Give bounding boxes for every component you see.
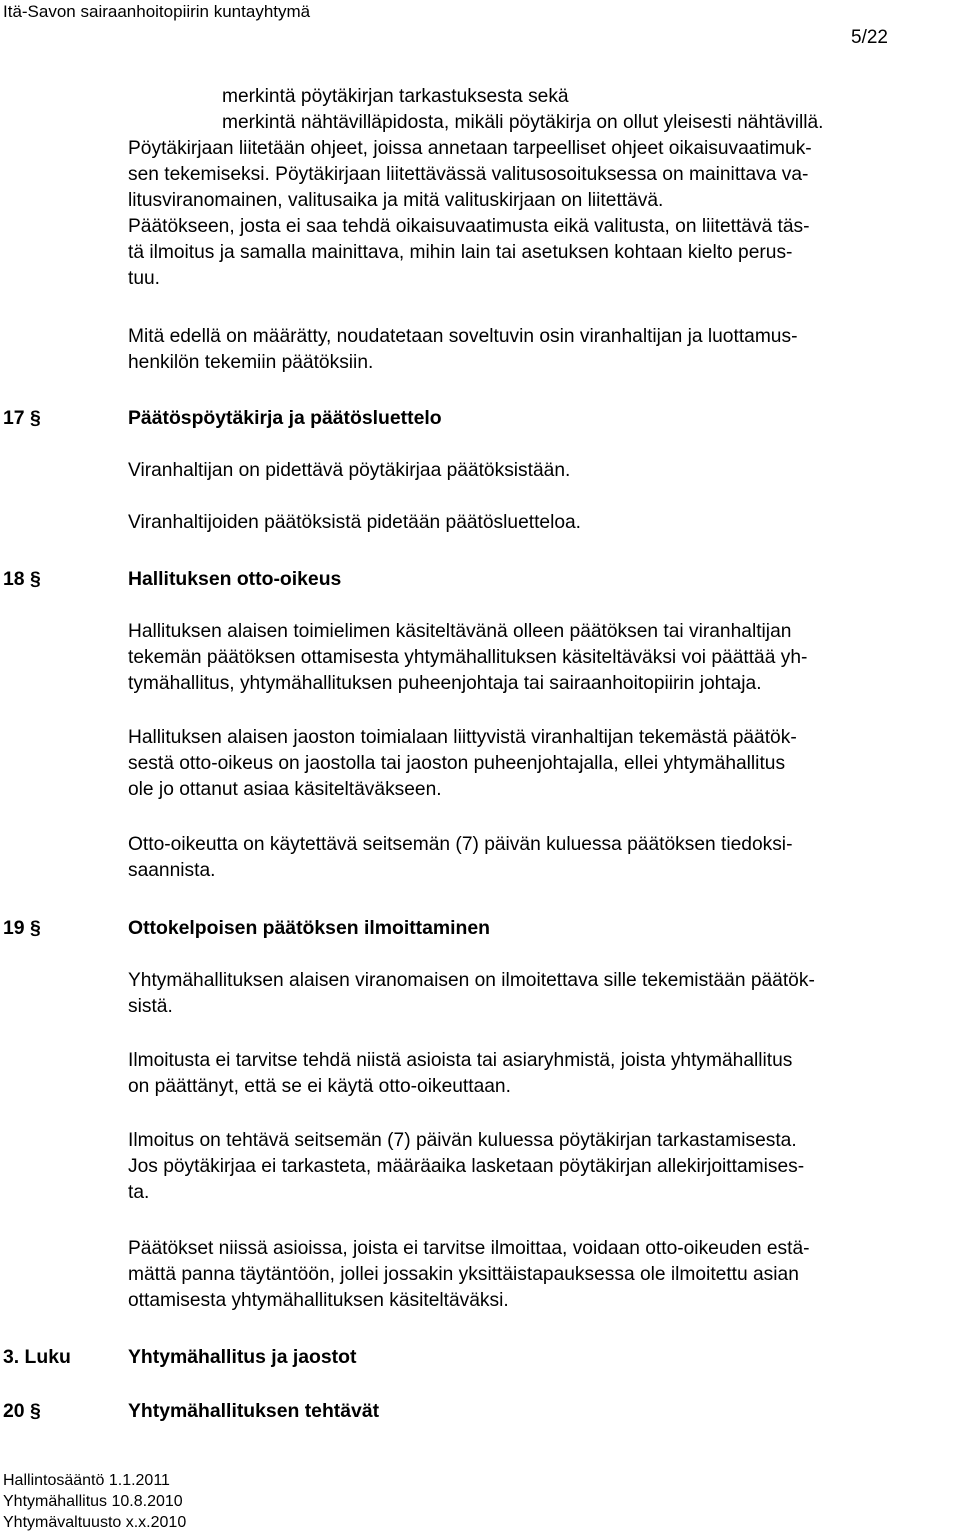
section-number: 18 § xyxy=(3,568,41,590)
section-18-paragraph-2 xyxy=(128,725,797,803)
text-line: Ilmoitus on tehtävä seitsemän (7) päivän kuluessa pöytäkirjan tarkastamisesta. xyxy=(128,1130,797,1151)
text-line: henkilön tekemiin päätöksiin. xyxy=(128,352,374,373)
section-title: Ottokelpoisen päätöksen ilmoittaminen xyxy=(128,917,491,939)
text-line: sistä. xyxy=(128,996,173,1017)
text-line: saannista. xyxy=(128,860,216,881)
text-line: Mitä edellä on määrätty, noudatetaan soveltuvin osin viranhaltijan ja luottamus- xyxy=(128,326,798,347)
section-19-paragraph-2 xyxy=(128,1048,792,1100)
paragraph-applicability xyxy=(128,324,797,376)
text-line: on päättänyt, että se ei käytä otto-oikeuttaan. xyxy=(128,1076,511,1097)
list-item: merkintä pöytäkirjan tarkastuksesta sekä xyxy=(222,86,569,107)
text-line: tuu. xyxy=(128,268,161,289)
text-line: Viranhaltijoiden päätöksistä pidetään päätösluetteloa. xyxy=(128,512,582,533)
text-line: ole jo ottanut asiaa käsiteltäväkseen. xyxy=(128,779,442,800)
document-footer xyxy=(3,1470,186,1533)
section-title: Päätöspöytäkirja ja päätösluettelo xyxy=(128,407,442,429)
section-number: 17 § xyxy=(3,407,41,429)
chapter-title: Yhtymähallitus ja jaostot xyxy=(128,1346,357,1368)
text-line: Jos pöytäkirjaa ei tarkasteta, määräaika lasketaan pöytäkirjan allekirjoittamises- xyxy=(128,1156,805,1177)
text-line: Päätökseen, josta ei saa tehdä oikaisuvaatimusta eikä valitusta, on liitettävä täs- xyxy=(128,216,810,237)
section-number: 19 § xyxy=(3,917,41,939)
footer-line: Yhtymähallitus 10.8.2010 xyxy=(3,1493,183,1510)
organization-name: Itä-Savon sairaanhoitopiirin kuntayhtymä xyxy=(3,2,311,21)
footer-line: Hallintosääntö 1.1.2011 xyxy=(3,1472,170,1489)
intro-list xyxy=(222,84,824,136)
text-line: Hallituksen alaisen jaoston toimialaan liittyvistä viranhaltijan tekemästä päätök- xyxy=(128,727,797,748)
text-line: ta. xyxy=(128,1182,150,1203)
text-line: mättä panna täytäntöön, jollei jossakin yksittäistapauksessa ole ilmoitettu asian xyxy=(128,1264,799,1285)
section-17-paragraph-2 xyxy=(128,510,581,536)
section-19-paragraph-4 xyxy=(128,1236,810,1314)
chapter-number: 3. Luku xyxy=(3,1346,71,1368)
section-18-paragraph-3 xyxy=(128,832,792,884)
page-number: 5/22 xyxy=(851,27,888,48)
section-number: 20 § xyxy=(3,1400,41,1422)
text-line: sen tekemiseksi. Pöytäkirjaan liitettävässä valitusosoituksessa on mainittava va- xyxy=(128,164,809,185)
text-line: litusviranomainen, valitusaika ja mitä valituskirjaan on liitettävä. xyxy=(128,190,664,211)
section-title: Yhtymähallituksen tehtävät xyxy=(128,1400,380,1422)
text-line: Hallituksen alaisen toimielimen käsiteltävänä olleen päätöksen tai viranhaltijan xyxy=(128,621,792,642)
paragraph-appeal-instructions xyxy=(128,136,812,292)
text-line: Ilmoitusta ei tarvitse tehdä niistä asioista tai asiaryhmistä, joista yhtymähallitus xyxy=(128,1050,793,1071)
section-19-paragraph-1 xyxy=(128,968,815,1020)
text-line: ottamisesta yhtymähallituksen käsiteltäväksi. xyxy=(128,1290,509,1311)
section-title: Hallituksen otto-oikeus xyxy=(128,568,342,590)
text-line: sestä otto-oikeus on jaostolla tai jaoston puheenjohtajalla, ellei yhtymähallitus xyxy=(128,753,786,774)
text-line: Yhtymähallituksen alaisen viranomaisen on ilmoitettava sille tekemistään päätök- xyxy=(128,970,815,991)
text-line: Pöytäkirjaan liitetään ohjeet, joissa annetaan tarpeelliset ohjeet oikaisuvaatimuk- xyxy=(128,138,812,159)
text-line: tä ilmoitus ja samalla mainittava, mihin lain tai asetuksen kohtaan kielto perus- xyxy=(128,242,793,263)
text-line: Päätökset niissä asioissa, joista ei tarvitse ilmoittaa, voidaan otto-oikeuden estä- xyxy=(128,1238,810,1259)
text-line: Otto-oikeutta on käytettävä seitsemän (7) päivän kuluessa päätöksen tiedoksi- xyxy=(128,834,793,855)
section-18-paragraph-1 xyxy=(128,619,807,697)
text-line: tekemän päätöksen ottamisesta yhtymähallituksen käsiteltäväksi voi päättää yh- xyxy=(128,647,808,668)
text-line: tymähallitus, yhtymähallituksen puheenjohtaja tai sairaanhoitopiirin johtaja. xyxy=(128,673,762,694)
text-line: Viranhaltijan on pidettävä pöytäkirjaa päätöksistään. xyxy=(128,460,571,481)
section-17-paragraph-1 xyxy=(128,458,570,484)
list-item: merkintä nähtävilläpidosta, mikäli pöytäkirja on ollut yleisesti nähtävillä. xyxy=(222,112,824,133)
section-19-paragraph-3 xyxy=(128,1128,804,1206)
footer-line: Yhtymävaltuusto x.x.2010 xyxy=(3,1514,187,1531)
